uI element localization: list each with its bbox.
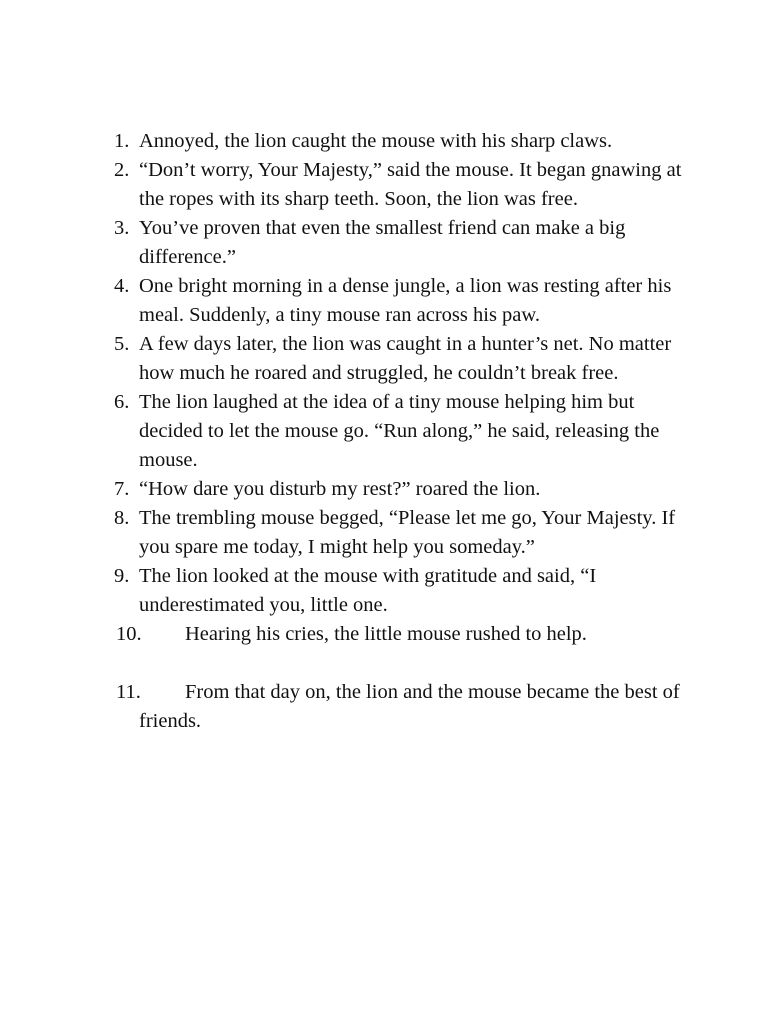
item-number: 5. — [114, 333, 130, 355]
item-number: 2. — [114, 159, 130, 181]
item-text: Annoyed, the lion caught the mouse with his sharp claws. — [139, 130, 613, 152]
list-item — [114, 475, 694, 504]
blank-line — [114, 649, 694, 678]
item-number: 9. — [114, 565, 130, 587]
list-item — [114, 330, 694, 388]
item-text: You’ve proven that even the smallest friend can make a big difference.” — [139, 217, 626, 268]
item-text: “How dare you disturb my rest?” roared the lion. — [139, 478, 541, 500]
item-number: 1. — [114, 130, 130, 152]
list-item — [114, 127, 694, 156]
item-number: 4. — [114, 275, 130, 297]
item-text: “Don’t worry, Your Majesty,” said the mouse. It began gnawing at the ropes with its sharp teeth. Soon, the lion was free. — [139, 159, 682, 210]
list-item — [114, 620, 694, 649]
list-item — [114, 214, 694, 272]
item-number: 10. — [116, 623, 142, 645]
list-item — [114, 388, 694, 475]
item-text: A few days later, the lion was caught in a hunter’s net. No matter how much he roared and struggled, he couldn’t break free. — [139, 333, 672, 384]
item-text: From that day on, the lion and the mouse became the best of friends. — [139, 681, 680, 732]
item-number: 11. — [116, 681, 141, 703]
list-item — [114, 678, 694, 736]
story-sentence-list — [114, 127, 694, 736]
list-item — [114, 562, 694, 620]
item-number: 7. — [114, 478, 130, 500]
item-number: 3. — [114, 217, 130, 239]
list-item — [114, 504, 694, 562]
item-text: The lion looked at the mouse with gratitude and said, “I underestimated you, little one. — [139, 565, 597, 616]
item-number: 6. — [114, 391, 130, 413]
item-text: Hearing his cries, the little mouse rushed to help. — [185, 623, 587, 645]
item-text: The trembling mouse begged, “Please let me go, Your Majesty. If you spare me today, I might help you someday.” — [139, 507, 676, 558]
item-text: One bright morning in a dense jungle, a lion was resting after his meal. Suddenly, a tiny mouse ran across his paw. — [139, 275, 672, 326]
item-text: The lion laughed at the idea of a tiny mouse helping him but decided to let the mouse go. “Run along,” he said, releasing the mouse. — [139, 391, 660, 471]
list-item — [114, 272, 694, 330]
item-number: 8. — [114, 507, 130, 529]
list-item — [114, 156, 694, 214]
